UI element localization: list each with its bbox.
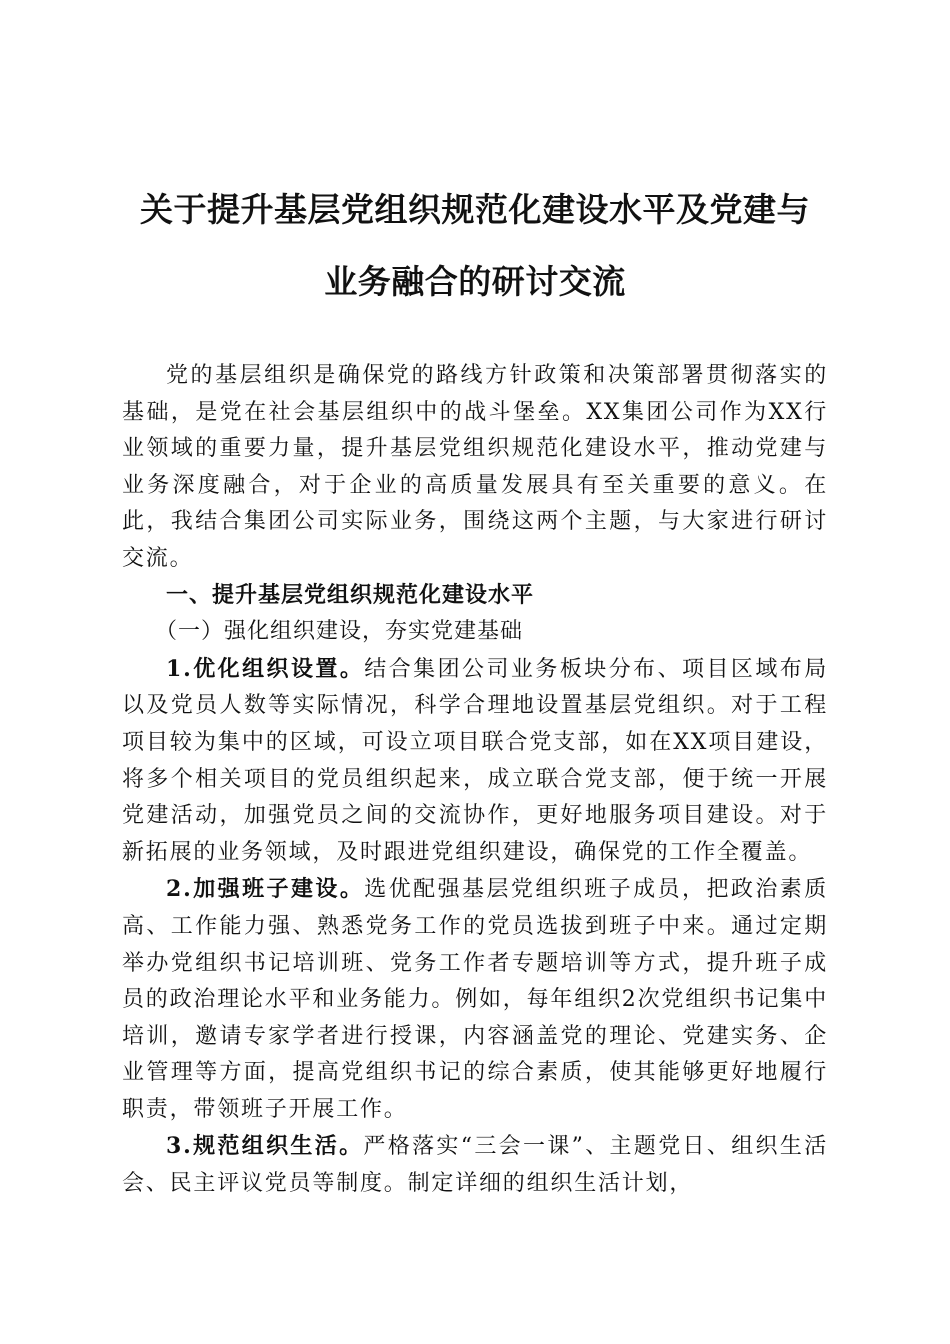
document-title	[100, 188, 850, 304]
intro-paragraph: 党的基层组织是确保党的路线方针政策和决策部署贯彻落实的基础，是党在社会基层组织中的战斗堡垒。XX集团公司作为XX行业领域的重要力量，提升基层党组织规范化建设水平，推动党建与业务深度融合，对于企业的高质量发展具有至关重要的意义。在此，我结合集团公司实际业务，围绕这两个主题，与大家进行研讨交流。	[122, 363, 828, 571]
item-1-lead: 1.优化组织设置。	[166, 655, 365, 682]
document-body	[122, 358, 828, 1203]
paragraph-item-2	[122, 871, 828, 1128]
paragraph-item-1	[122, 651, 828, 872]
item-2-lead: 2.加强班子建设。	[166, 876, 365, 903]
section-heading: 一、提升基层党组织规范化建设水平	[166, 582, 535, 608]
title-line-1: 关于提升基层党组织规范化建设水平及党建与	[140, 190, 810, 229]
item-1-text: 结合集团公司业务板块分布、项目区域布局以及党员人数等实际情况，科学合理地设置基层党组织。对于工程项目较为集中的区域，可设立项目联合党支部，如在XX项目建设，将多个相关项目的党员组织起来，成立联合党支部，便于统一开展党建活动，加强党员之间的交流协作，更好地服务项目建设。对于新拓展的业务领域，及时跟进党组织建设，确保党的工作全覆盖。	[122, 656, 829, 865]
item-3-text: 严格落实“三会一课”、主题党日、组织生活会、民主评议党员等制度。制定详细的组织生活计划，	[122, 1134, 828, 1197]
paragraph-item-3	[122, 1128, 828, 1202]
item-2-text: 选优配强基层党组织班子成员，把政治素质高、工作能力强、熟悉党务工作的党员选拔到班子中来。通过定期举办党组织书记培训班、党务工作者专题培训等方式，提升班子成员的政治理论水平和业务能力。例如，每年组织2次党组织书记集中培训，邀请专家学者进行授课，内容涵盖党的理论、党建实务、企业管理等方面，提高党组织书记的综合素质，使其能够更好地履行职责，带领班子开展工作。	[122, 877, 829, 1122]
title-line-2: 业务融合的研讨交流	[324, 262, 626, 301]
subsection-heading: （一）强化组织建设，夯实党建基础	[155, 619, 524, 645]
item-3-lead: 3.规范组织生活。	[166, 1133, 364, 1160]
